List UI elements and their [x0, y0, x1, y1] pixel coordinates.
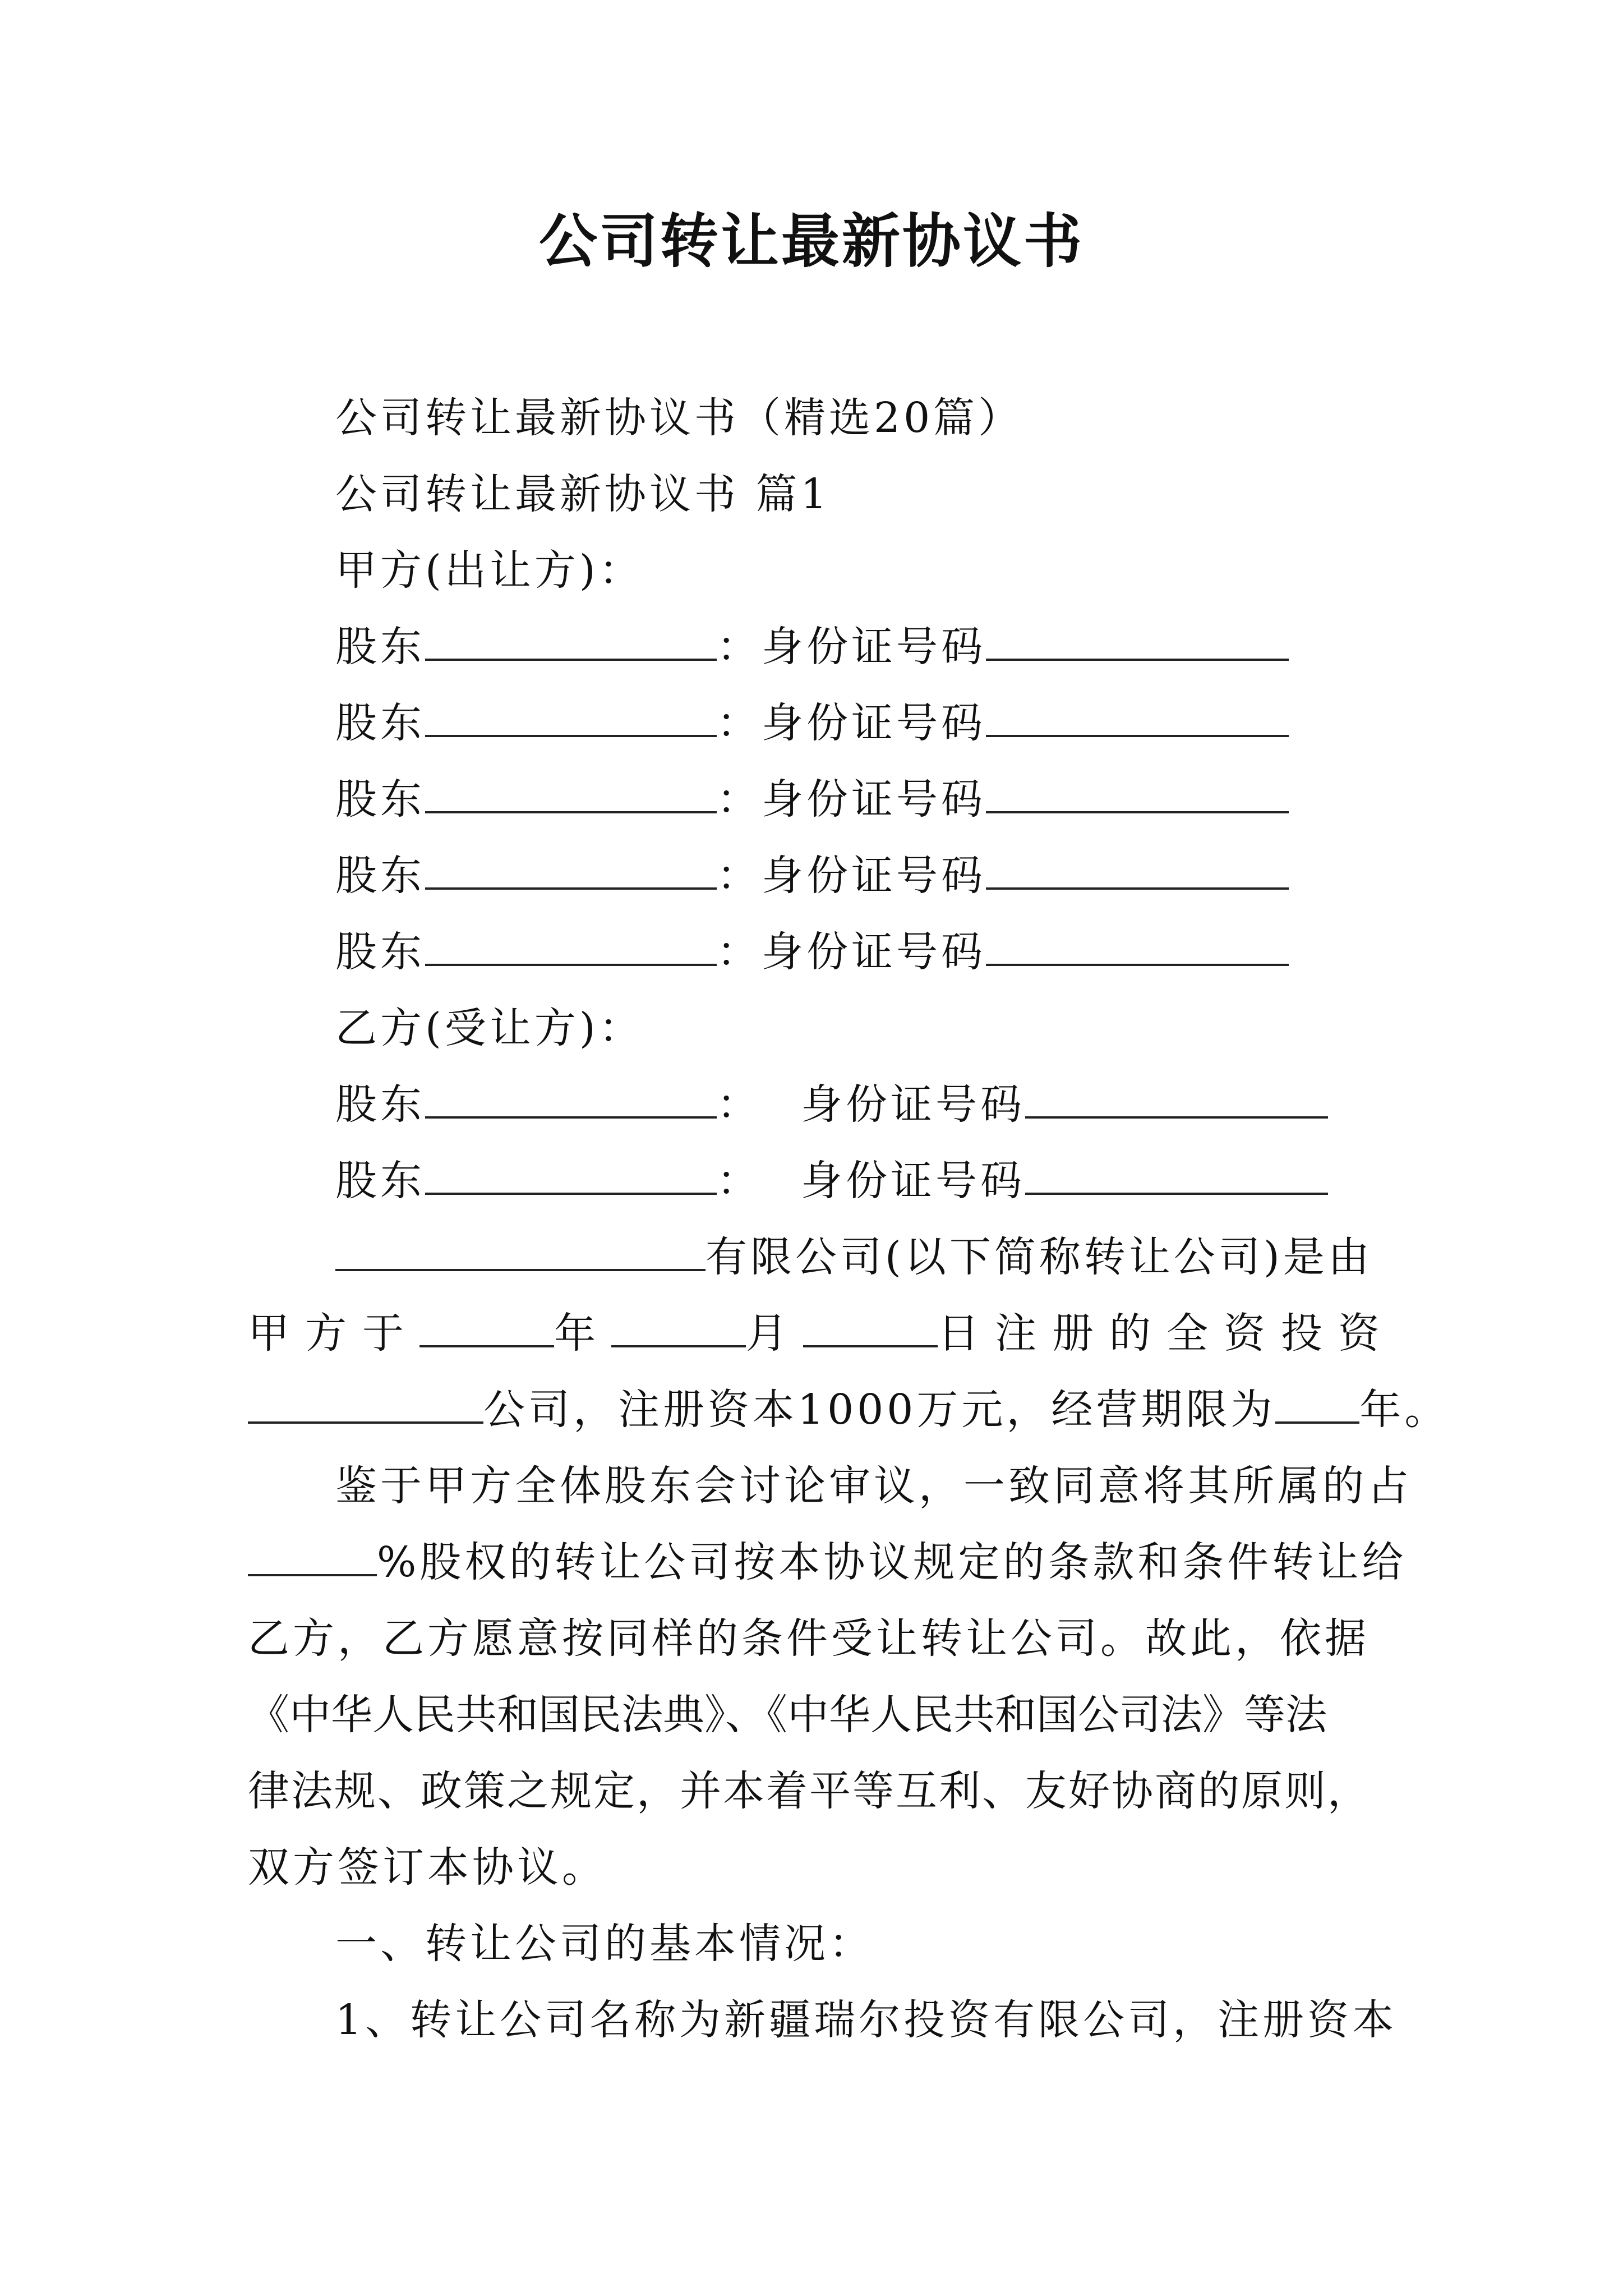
id-label: 身份证号码	[762, 852, 986, 900]
intro-line-2-part4: 日注册的全资投资	[938, 1309, 1395, 1358]
colon: ：	[717, 1157, 762, 1205]
shareholder-label: 股东	[335, 1080, 425, 1129]
para2-line3: 乙方，乙方愿意按同样的条件受让转让公司。故此，依据	[248, 1614, 1370, 1663]
intro-line-3-part1: 公司，注册资本1000万元，经营期限为	[483, 1386, 1276, 1434]
id-number-blank	[986, 696, 1289, 737]
party-b-label: 乙方(受让方)：	[335, 1004, 644, 1052]
shareholder-name-blank	[425, 848, 717, 890]
company-type-blank	[248, 1382, 483, 1424]
day-blank	[803, 1306, 938, 1347]
shareholder-name-blank	[425, 772, 717, 813]
id-label: 身份证号码	[801, 1157, 1025, 1205]
intro-line-3	[248, 1379, 1449, 1441]
shareholder-label: 股东	[335, 623, 425, 671]
shareholder-label: 股东	[335, 775, 425, 823]
id-number-blank	[986, 848, 1289, 890]
shareholder-name-blank	[425, 619, 717, 661]
shareholder-name-blank	[425, 1077, 717, 1119]
colon: ：	[717, 1080, 762, 1129]
party-a-shareholder-row	[335, 921, 1289, 983]
party-a-label: 甲方(出让方)：	[335, 546, 644, 595]
id-label: 身份证号码	[762, 928, 986, 976]
para2-line5: 律法规、政策之规定，并本着平等互利、友好协商的原则，	[248, 1767, 1371, 1815]
shareholder-label: 股东	[335, 1157, 425, 1205]
shareholder-name-blank	[425, 696, 717, 737]
id-number-blank	[986, 619, 1289, 661]
party-b-shareholder-row	[335, 1074, 1328, 1135]
colon: ：	[717, 775, 762, 823]
colon: ：	[717, 699, 762, 747]
para2-line4: 《中华人民共和国民法典》、《中华人民共和国公司法》等法	[248, 1691, 1327, 1739]
document-title: 公司转让最新协议书	[538, 206, 1084, 275]
shareholder-name-blank	[425, 924, 717, 966]
document-subtitle: 公司转让最新协议书（精选20篇）	[335, 394, 1023, 442]
month-blank	[611, 1306, 746, 1347]
party-a-shareholder-row	[335, 692, 1289, 754]
colon: ：	[717, 928, 762, 976]
party-a-shareholder-row	[335, 845, 1289, 907]
intro-line-2-part1: 甲方于	[248, 1309, 419, 1358]
percent-blank	[248, 1535, 377, 1576]
id-label: 身份证号码	[801, 1080, 1025, 1129]
id-label: 身份证号码	[762, 775, 986, 823]
id-number-blank	[1025, 1153, 1328, 1195]
id-number-blank	[1025, 1077, 1328, 1119]
intro-line-2-part2: 年	[554, 1309, 611, 1358]
party-a-shareholder-row	[335, 769, 1289, 830]
year-blank	[419, 1306, 554, 1347]
id-label: 身份证号码	[762, 623, 986, 671]
shareholder-label: 股东	[335, 928, 425, 976]
colon: ：	[717, 852, 762, 900]
intro-line-3-part2: 年。	[1359, 1386, 1450, 1434]
term-years-blank	[1275, 1382, 1359, 1424]
para2-line6: 双方签订本协议。	[248, 1843, 607, 1892]
intro-line-1-text: 有限公司(以下简称转让公司)是由	[706, 1233, 1373, 1281]
id-number-blank	[986, 772, 1289, 813]
company-name-blank	[335, 1230, 706, 1271]
intro-line-2-part3: 月	[746, 1309, 803, 1358]
colon: ：	[717, 623, 762, 671]
party-b-shareholder-row	[335, 1150, 1328, 1212]
section1-item1: 1、转让公司名称为新疆瑞尔投资有限公司，注册资本	[335, 1996, 1398, 2044]
section-heading: 公司转让最新协议书 篇1	[335, 470, 831, 518]
section1-heading: 一、转让公司的基本情况：	[335, 1920, 874, 1968]
id-number-blank	[986, 924, 1289, 966]
para2-line1: 鉴于甲方全体股东会讨论审议，一致同意将其所属的占	[335, 1462, 1412, 1510]
shareholder-name-blank	[425, 1153, 717, 1195]
shareholder-label: 股东	[335, 699, 425, 747]
intro-line-2	[248, 1303, 1395, 1364]
para2-line2	[248, 1531, 1407, 1593]
para2-line2-text: %股权的转让公司按本协议规定的条款和条件转让给	[377, 1538, 1407, 1586]
id-label: 身份证号码	[762, 699, 986, 747]
party-a-shareholder-row	[335, 616, 1289, 678]
intro-line-1	[335, 1226, 1373, 1288]
shareholder-label: 股东	[335, 852, 425, 900]
